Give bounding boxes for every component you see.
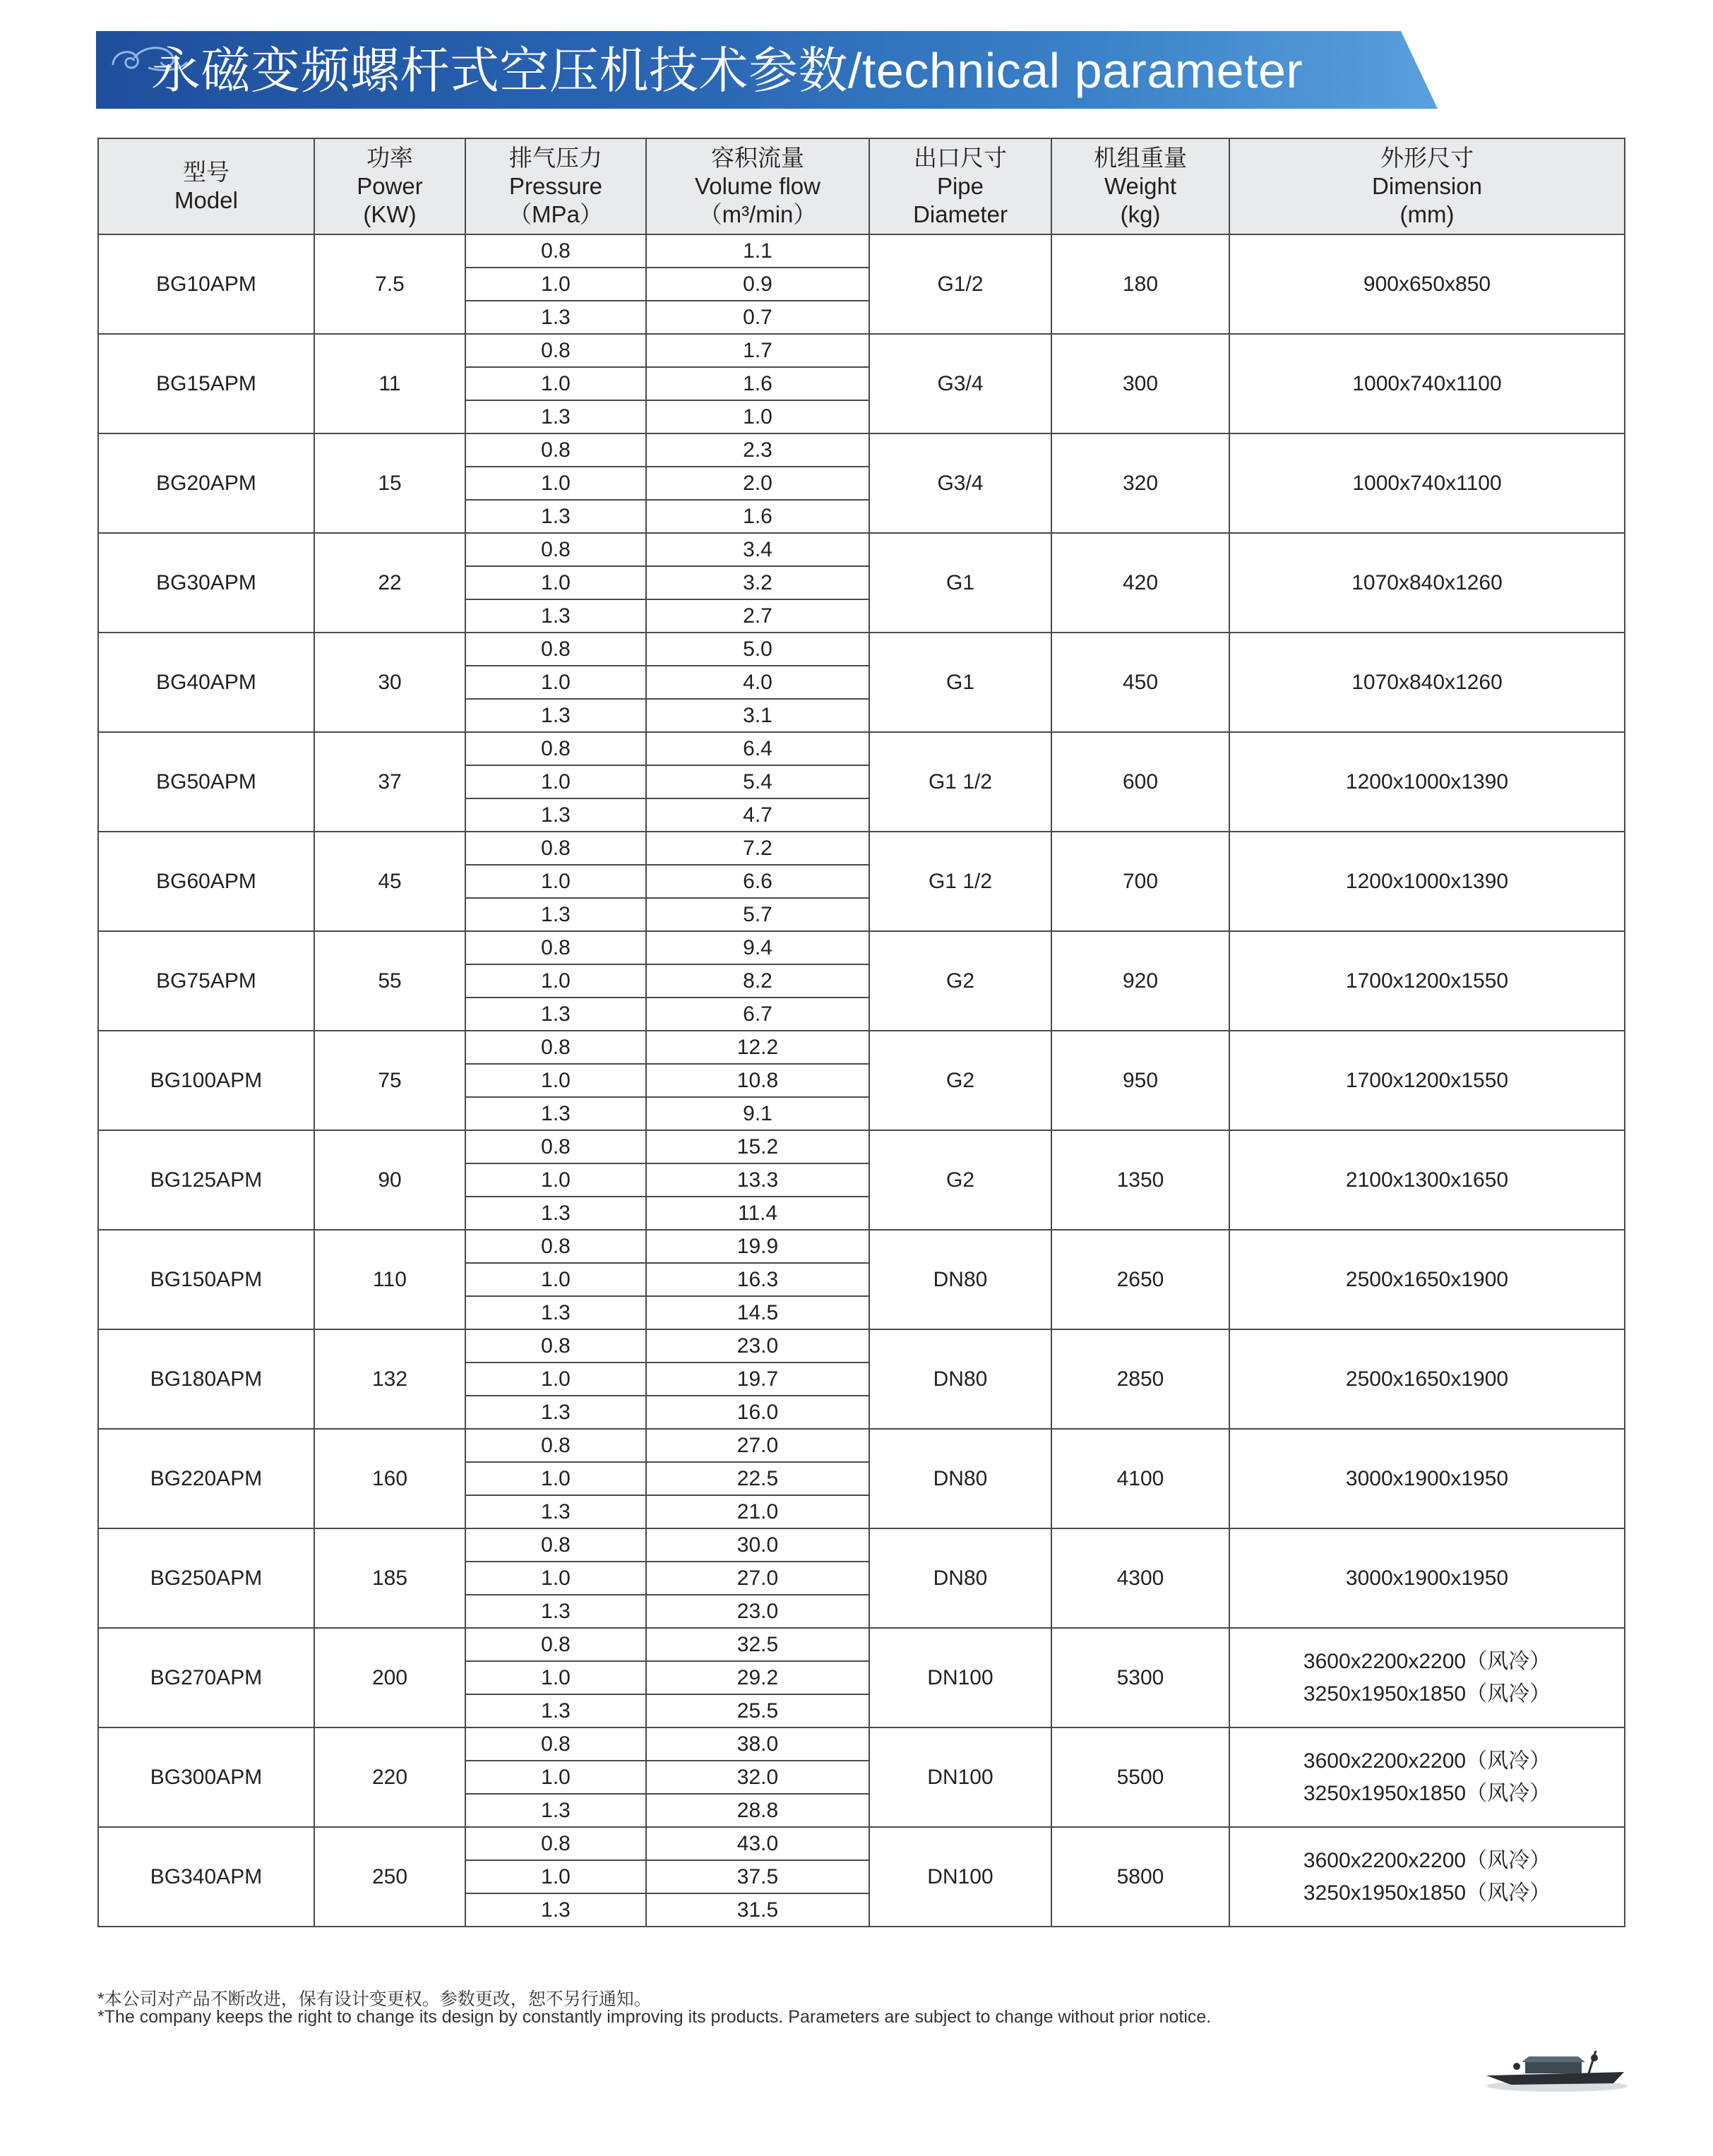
dimension-line: 1070x840x1260 xyxy=(1351,570,1503,594)
pipe-diameter-cell: DN100 xyxy=(869,1727,1051,1827)
weight-cell: 5500 xyxy=(1051,1727,1229,1827)
volume-flow-cell: 19.9 xyxy=(646,1230,869,1263)
volume-flow-cell: 12.2 xyxy=(646,1031,869,1064)
volume-flow-cell: 7.2 xyxy=(646,832,869,865)
weight-cell: 4300 xyxy=(1051,1528,1229,1628)
power-cell: 22 xyxy=(314,533,465,633)
column-header-pressure: 排气压力 Pressure （MPa） xyxy=(465,138,646,234)
weight-cell: 2850 xyxy=(1051,1329,1229,1429)
dimension-cell xyxy=(1229,1130,1625,1230)
volume-flow-cell: 23.0 xyxy=(646,1329,869,1363)
dimension-cell xyxy=(1229,1031,1625,1130)
power-cell: 250 xyxy=(314,1827,465,1927)
pressure-cell: 0.8 xyxy=(465,1628,646,1661)
dimension-cell xyxy=(1229,732,1625,832)
dimension-line: 900x650x850 xyxy=(1363,272,1491,296)
dimension-line: 3600x2200x2200（风冷） xyxy=(1303,1749,1551,1773)
dimension-cell xyxy=(1229,1827,1625,1927)
pipe-diameter-cell: DN80 xyxy=(869,1429,1051,1528)
column-header-dimension: 外形尺寸 Dimension (mm) xyxy=(1229,138,1625,234)
volume-flow-cell: 3.2 xyxy=(646,566,869,599)
model-cell: BG60APM xyxy=(98,832,314,931)
volume-flow-cell: 9.4 xyxy=(646,931,869,964)
dimension-line: 3600x2200x2200（风冷） xyxy=(1303,1649,1551,1673)
footnote-en: *The company keeps the right to change its design by constantly improving its products. Parameters are subject to change without prior notice. xyxy=(97,2007,1212,2027)
table-row xyxy=(98,1727,1625,1761)
volume-flow-cell: 1.7 xyxy=(646,334,869,367)
weight-cell: 2650 xyxy=(1051,1230,1229,1329)
weight-cell: 1350 xyxy=(1051,1130,1229,1230)
dimension-cell xyxy=(1229,533,1625,633)
pressure-cell: 1.3 xyxy=(465,699,646,732)
table-row xyxy=(98,533,1625,566)
volume-flow-cell: 5.7 xyxy=(646,898,869,931)
pressure-cell: 1.0 xyxy=(465,566,646,599)
volume-flow-cell: 5.4 xyxy=(646,765,869,798)
pressure-cell: 1.0 xyxy=(465,865,646,898)
volume-flow-cell: 2.3 xyxy=(646,433,869,467)
table-row xyxy=(98,1827,1625,1860)
pressure-cell: 1.3 xyxy=(465,898,646,931)
table-row xyxy=(98,1230,1625,1263)
pipe-diameter-cell: G2 xyxy=(869,1031,1051,1130)
power-cell: 132 xyxy=(314,1329,465,1429)
model-cell: BG180APM xyxy=(98,1329,314,1429)
weight-cell: 180 xyxy=(1051,234,1229,334)
volume-flow-cell: 6.7 xyxy=(646,998,869,1031)
pressure-cell: 1.3 xyxy=(465,1595,646,1628)
pipe-diameter-cell: G2 xyxy=(869,1130,1051,1230)
table-row xyxy=(98,832,1625,865)
pressure-cell: 0.8 xyxy=(465,732,646,765)
model-cell: BG340APM xyxy=(98,1827,314,1927)
model-cell: BG125APM xyxy=(98,1130,314,1230)
table-body xyxy=(98,234,1625,1927)
weight-cell: 600 xyxy=(1051,732,1229,832)
pipe-diameter-cell: G1 xyxy=(869,533,1051,633)
pressure-cell: 0.8 xyxy=(465,1031,646,1064)
pressure-cell: 1.0 xyxy=(465,964,646,998)
volume-flow-cell: 1.6 xyxy=(646,500,869,533)
volume-flow-cell: 3.4 xyxy=(646,533,869,566)
volume-flow-cell: 31.5 xyxy=(646,1893,869,1927)
dimension-cell xyxy=(1229,1628,1625,1727)
dimension-cell xyxy=(1229,1528,1625,1628)
dimension-line: 3000x1900x1950 xyxy=(1345,1566,1509,1590)
pressure-cell: 1.0 xyxy=(465,1761,646,1794)
column-header-pipe-diameter: 出口尺寸 Pipe Diameter xyxy=(869,138,1051,234)
pressure-cell: 0.8 xyxy=(465,533,646,566)
pressure-cell: 1.3 xyxy=(465,500,646,533)
weight-cell: 4100 xyxy=(1051,1429,1229,1528)
power-cell: 7.5 xyxy=(314,234,465,334)
pressure-cell: 1.0 xyxy=(465,367,646,400)
model-cell: BG10APM xyxy=(98,234,314,334)
model-cell: BG75APM xyxy=(98,931,314,1031)
dimension-line: 2100x1300x1650 xyxy=(1345,1168,1509,1192)
volume-flow-cell: 29.2 xyxy=(646,1661,869,1694)
pipe-diameter-cell: G2 xyxy=(869,931,1051,1031)
volume-flow-cell: 27.0 xyxy=(646,1562,869,1595)
pressure-cell: 0.8 xyxy=(465,1230,646,1263)
weight-cell: 320 xyxy=(1051,433,1229,533)
pressure-cell: 1.0 xyxy=(465,268,646,301)
dimension-cell xyxy=(1229,1429,1625,1528)
pipe-diameter-cell: DN80 xyxy=(869,1329,1051,1429)
table-row xyxy=(98,1130,1625,1163)
dimension-line: 1700x1200x1550 xyxy=(1345,1068,1509,1092)
pressure-cell: 1.0 xyxy=(465,1263,646,1296)
pressure-cell: 1.0 xyxy=(465,467,646,500)
pipe-diameter-cell: DN100 xyxy=(869,1628,1051,1727)
model-cell: BG20APM xyxy=(98,433,314,533)
pressure-cell: 0.8 xyxy=(465,633,646,666)
pressure-cell: 0.8 xyxy=(465,1329,646,1363)
volume-flow-cell: 16.3 xyxy=(646,1263,869,1296)
power-cell: 55 xyxy=(314,931,465,1031)
table-row xyxy=(98,931,1625,964)
volume-flow-cell: 23.0 xyxy=(646,1595,869,1628)
pipe-diameter-cell: G1 1/2 xyxy=(869,732,1051,832)
pressure-cell: 1.3 xyxy=(465,1893,646,1927)
column-header-power: 功率 Power (KW) xyxy=(314,138,465,234)
dimension-line: 3600x2200x2200（风冷） xyxy=(1303,1848,1551,1872)
pressure-cell: 1.3 xyxy=(465,1694,646,1727)
model-cell: BG50APM xyxy=(98,732,314,832)
volume-flow-cell: 19.7 xyxy=(646,1363,869,1396)
pipe-diameter-cell: G3/4 xyxy=(869,433,1051,533)
model-cell: BG100APM xyxy=(98,1031,314,1130)
pressure-cell: 1.3 xyxy=(465,1097,646,1130)
pressure-cell: 1.3 xyxy=(465,1794,646,1827)
table-row xyxy=(98,433,1625,467)
volume-flow-cell: 1.6 xyxy=(646,367,869,400)
pressure-cell: 1.3 xyxy=(465,599,646,633)
pressure-cell: 1.0 xyxy=(465,1562,646,1595)
dimension-line: 1070x840x1260 xyxy=(1351,670,1503,694)
pipe-diameter-cell: DN80 xyxy=(869,1528,1051,1628)
volume-flow-cell: 22.5 xyxy=(646,1462,869,1495)
column-header-model: 型号 Model xyxy=(98,138,314,234)
model-cell: BG15APM xyxy=(98,334,314,433)
pressure-cell: 0.8 xyxy=(465,832,646,865)
volume-flow-cell: 1.1 xyxy=(646,234,869,268)
volume-flow-cell: 5.0 xyxy=(646,633,869,666)
model-cell: BG30APM xyxy=(98,533,314,633)
dimension-line: 1200x1000x1390 xyxy=(1345,869,1509,893)
volume-flow-cell: 15.2 xyxy=(646,1130,869,1163)
dimension-cell xyxy=(1229,1329,1625,1429)
power-cell: 90 xyxy=(314,1130,465,1230)
volume-flow-cell: 11.4 xyxy=(646,1197,869,1230)
pressure-cell: 1.0 xyxy=(465,765,646,798)
pressure-cell: 1.3 xyxy=(465,798,646,832)
pressure-cell: 1.0 xyxy=(465,1163,646,1197)
weight-cell: 920 xyxy=(1051,931,1229,1031)
table-row xyxy=(98,334,1625,367)
dimension-line: 1000x740x1100 xyxy=(1352,471,1502,495)
dimension-line: 3250x1950x1850（风冷） xyxy=(1303,1881,1551,1905)
pressure-cell: 0.8 xyxy=(465,234,646,268)
dimension-line: 3000x1900x1950 xyxy=(1345,1466,1509,1490)
volume-flow-cell: 27.0 xyxy=(646,1429,869,1462)
volume-flow-cell: 1.0 xyxy=(646,400,869,433)
table-row xyxy=(98,1429,1625,1462)
dimension-line: 2500x1650x1900 xyxy=(1345,1267,1509,1291)
dimension-line: 2500x1650x1900 xyxy=(1345,1367,1509,1391)
volume-flow-cell: 4.7 xyxy=(646,798,869,832)
table-row xyxy=(98,1329,1625,1363)
pressure-cell: 0.8 xyxy=(465,1727,646,1761)
footnote-cn: *本公司对产品不断改进，保有设计变更权。参数更改，恕不另行通知。 xyxy=(97,1989,652,2009)
pressure-cell: 0.8 xyxy=(465,1429,646,1462)
model-cell: BG270APM xyxy=(98,1628,314,1727)
dimension-cell xyxy=(1229,234,1625,334)
power-cell: 30 xyxy=(314,633,465,732)
volume-flow-cell: 30.0 xyxy=(646,1528,869,1562)
weight-cell: 420 xyxy=(1051,533,1229,633)
table-row xyxy=(98,234,1625,268)
pressure-cell: 0.8 xyxy=(465,1528,646,1562)
pipe-diameter-cell: G1/2 xyxy=(869,234,1051,334)
pipe-diameter-cell: G1 1/2 xyxy=(869,832,1051,931)
power-cell: 37 xyxy=(314,732,465,832)
pressure-cell: 0.8 xyxy=(465,1827,646,1860)
dimension-cell xyxy=(1229,334,1625,433)
dimension-line: 1700x1200x1550 xyxy=(1345,969,1509,993)
volume-flow-cell: 43.0 xyxy=(646,1827,869,1860)
volume-flow-cell: 25.5 xyxy=(646,1694,869,1727)
volume-flow-cell: 32.5 xyxy=(646,1628,869,1661)
dimension-line: 3250x1950x1850（风冷） xyxy=(1303,1682,1551,1706)
column-header-volume-flow: 容积流量 Volume flow （m³/min） xyxy=(646,138,869,234)
volume-flow-cell: 0.7 xyxy=(646,301,869,334)
dimension-cell xyxy=(1229,1727,1625,1827)
technical-parameter-table xyxy=(97,138,1625,1927)
power-cell: 200 xyxy=(314,1628,465,1727)
pressure-cell: 1.3 xyxy=(465,1197,646,1230)
pressure-cell: 1.3 xyxy=(465,1296,646,1329)
volume-flow-cell: 2.0 xyxy=(646,467,869,500)
table-header-row xyxy=(98,138,1625,234)
pipe-diameter-cell: G3/4 xyxy=(869,334,1051,433)
power-cell: 185 xyxy=(314,1528,465,1628)
weight-cell: 950 xyxy=(1051,1031,1229,1130)
dimension-cell xyxy=(1229,433,1625,533)
volume-flow-cell: 2.7 xyxy=(646,599,869,633)
dimension-cell xyxy=(1229,633,1625,732)
volume-flow-cell: 3.1 xyxy=(646,699,869,732)
pipe-diameter-cell: G1 xyxy=(869,633,1051,732)
volume-flow-cell: 8.2 xyxy=(646,964,869,998)
dimension-cell xyxy=(1229,931,1625,1031)
pipe-diameter-cell: DN100 xyxy=(869,1827,1051,1927)
table-row xyxy=(98,1031,1625,1064)
pipe-diameter-cell: DN80 xyxy=(869,1230,1051,1329)
volume-flow-cell: 28.8 xyxy=(646,1794,869,1827)
pressure-cell: 0.8 xyxy=(465,1130,646,1163)
volume-flow-cell: 10.8 xyxy=(646,1064,869,1097)
weight-cell: 700 xyxy=(1051,832,1229,931)
volume-flow-cell: 32.0 xyxy=(646,1761,869,1794)
pressure-cell: 1.0 xyxy=(465,1462,646,1495)
power-cell: 160 xyxy=(314,1429,465,1528)
dimension-line: 1000x740x1100 xyxy=(1352,371,1502,395)
dimension-cell xyxy=(1229,832,1625,931)
power-cell: 110 xyxy=(314,1230,465,1329)
pressure-cell: 1.0 xyxy=(465,1064,646,1097)
table-row xyxy=(98,633,1625,666)
weight-cell: 300 xyxy=(1051,334,1229,433)
volume-flow-cell: 9.1 xyxy=(646,1097,869,1130)
boat-logo-icon xyxy=(1483,2037,1631,2100)
pressure-cell: 1.3 xyxy=(465,400,646,433)
volume-flow-cell: 4.0 xyxy=(646,666,869,699)
dimension-line: 1200x1000x1390 xyxy=(1345,769,1509,793)
pressure-cell: 0.8 xyxy=(465,334,646,367)
volume-flow-cell: 21.0 xyxy=(646,1495,869,1528)
volume-flow-cell: 38.0 xyxy=(646,1727,869,1761)
column-header-weight: 机组重量 Weight (kg) xyxy=(1051,138,1229,234)
volume-flow-cell: 14.5 xyxy=(646,1296,869,1329)
pressure-cell: 1.0 xyxy=(465,1363,646,1396)
page-title: 永磁变频螺杆式空压机技术参数/technical parameter xyxy=(151,43,1303,98)
pressure-cell: 0.8 xyxy=(465,433,646,467)
volume-flow-cell: 0.9 xyxy=(646,268,869,301)
power-cell: 11 xyxy=(314,334,465,433)
model-cell: BG300APM xyxy=(98,1727,314,1827)
weight-cell: 450 xyxy=(1051,633,1229,732)
power-cell: 75 xyxy=(314,1031,465,1130)
power-cell: 220 xyxy=(314,1727,465,1827)
power-cell: 15 xyxy=(314,433,465,533)
weight-cell: 5800 xyxy=(1051,1827,1229,1927)
volume-flow-cell: 6.6 xyxy=(646,865,869,898)
model-cell: BG150APM xyxy=(98,1230,314,1329)
pressure-cell: 1.0 xyxy=(465,1661,646,1694)
pressure-cell: 0.8 xyxy=(465,931,646,964)
model-cell: BG40APM xyxy=(98,633,314,732)
pressure-cell: 1.0 xyxy=(465,666,646,699)
pressure-cell: 1.3 xyxy=(465,1396,646,1429)
power-cell: 45 xyxy=(314,832,465,931)
table-row xyxy=(98,1528,1625,1562)
dimension-line: 3250x1950x1850（风冷） xyxy=(1303,1781,1551,1805)
model-cell: BG220APM xyxy=(98,1429,314,1528)
volume-flow-cell: 37.5 xyxy=(646,1860,869,1893)
volume-flow-cell: 6.4 xyxy=(646,732,869,765)
volume-flow-cell: 16.0 xyxy=(646,1396,869,1429)
pressure-cell: 1.0 xyxy=(465,1860,646,1893)
volume-flow-cell: 13.3 xyxy=(646,1163,869,1197)
weight-cell: 5300 xyxy=(1051,1628,1229,1727)
model-cell: BG250APM xyxy=(98,1528,314,1628)
table-row xyxy=(98,732,1625,765)
pressure-cell: 1.3 xyxy=(465,998,646,1031)
dimension-cell xyxy=(1229,1230,1625,1329)
pressure-cell: 1.3 xyxy=(465,1495,646,1528)
table-row xyxy=(98,1628,1625,1661)
pressure-cell: 1.3 xyxy=(465,301,646,334)
